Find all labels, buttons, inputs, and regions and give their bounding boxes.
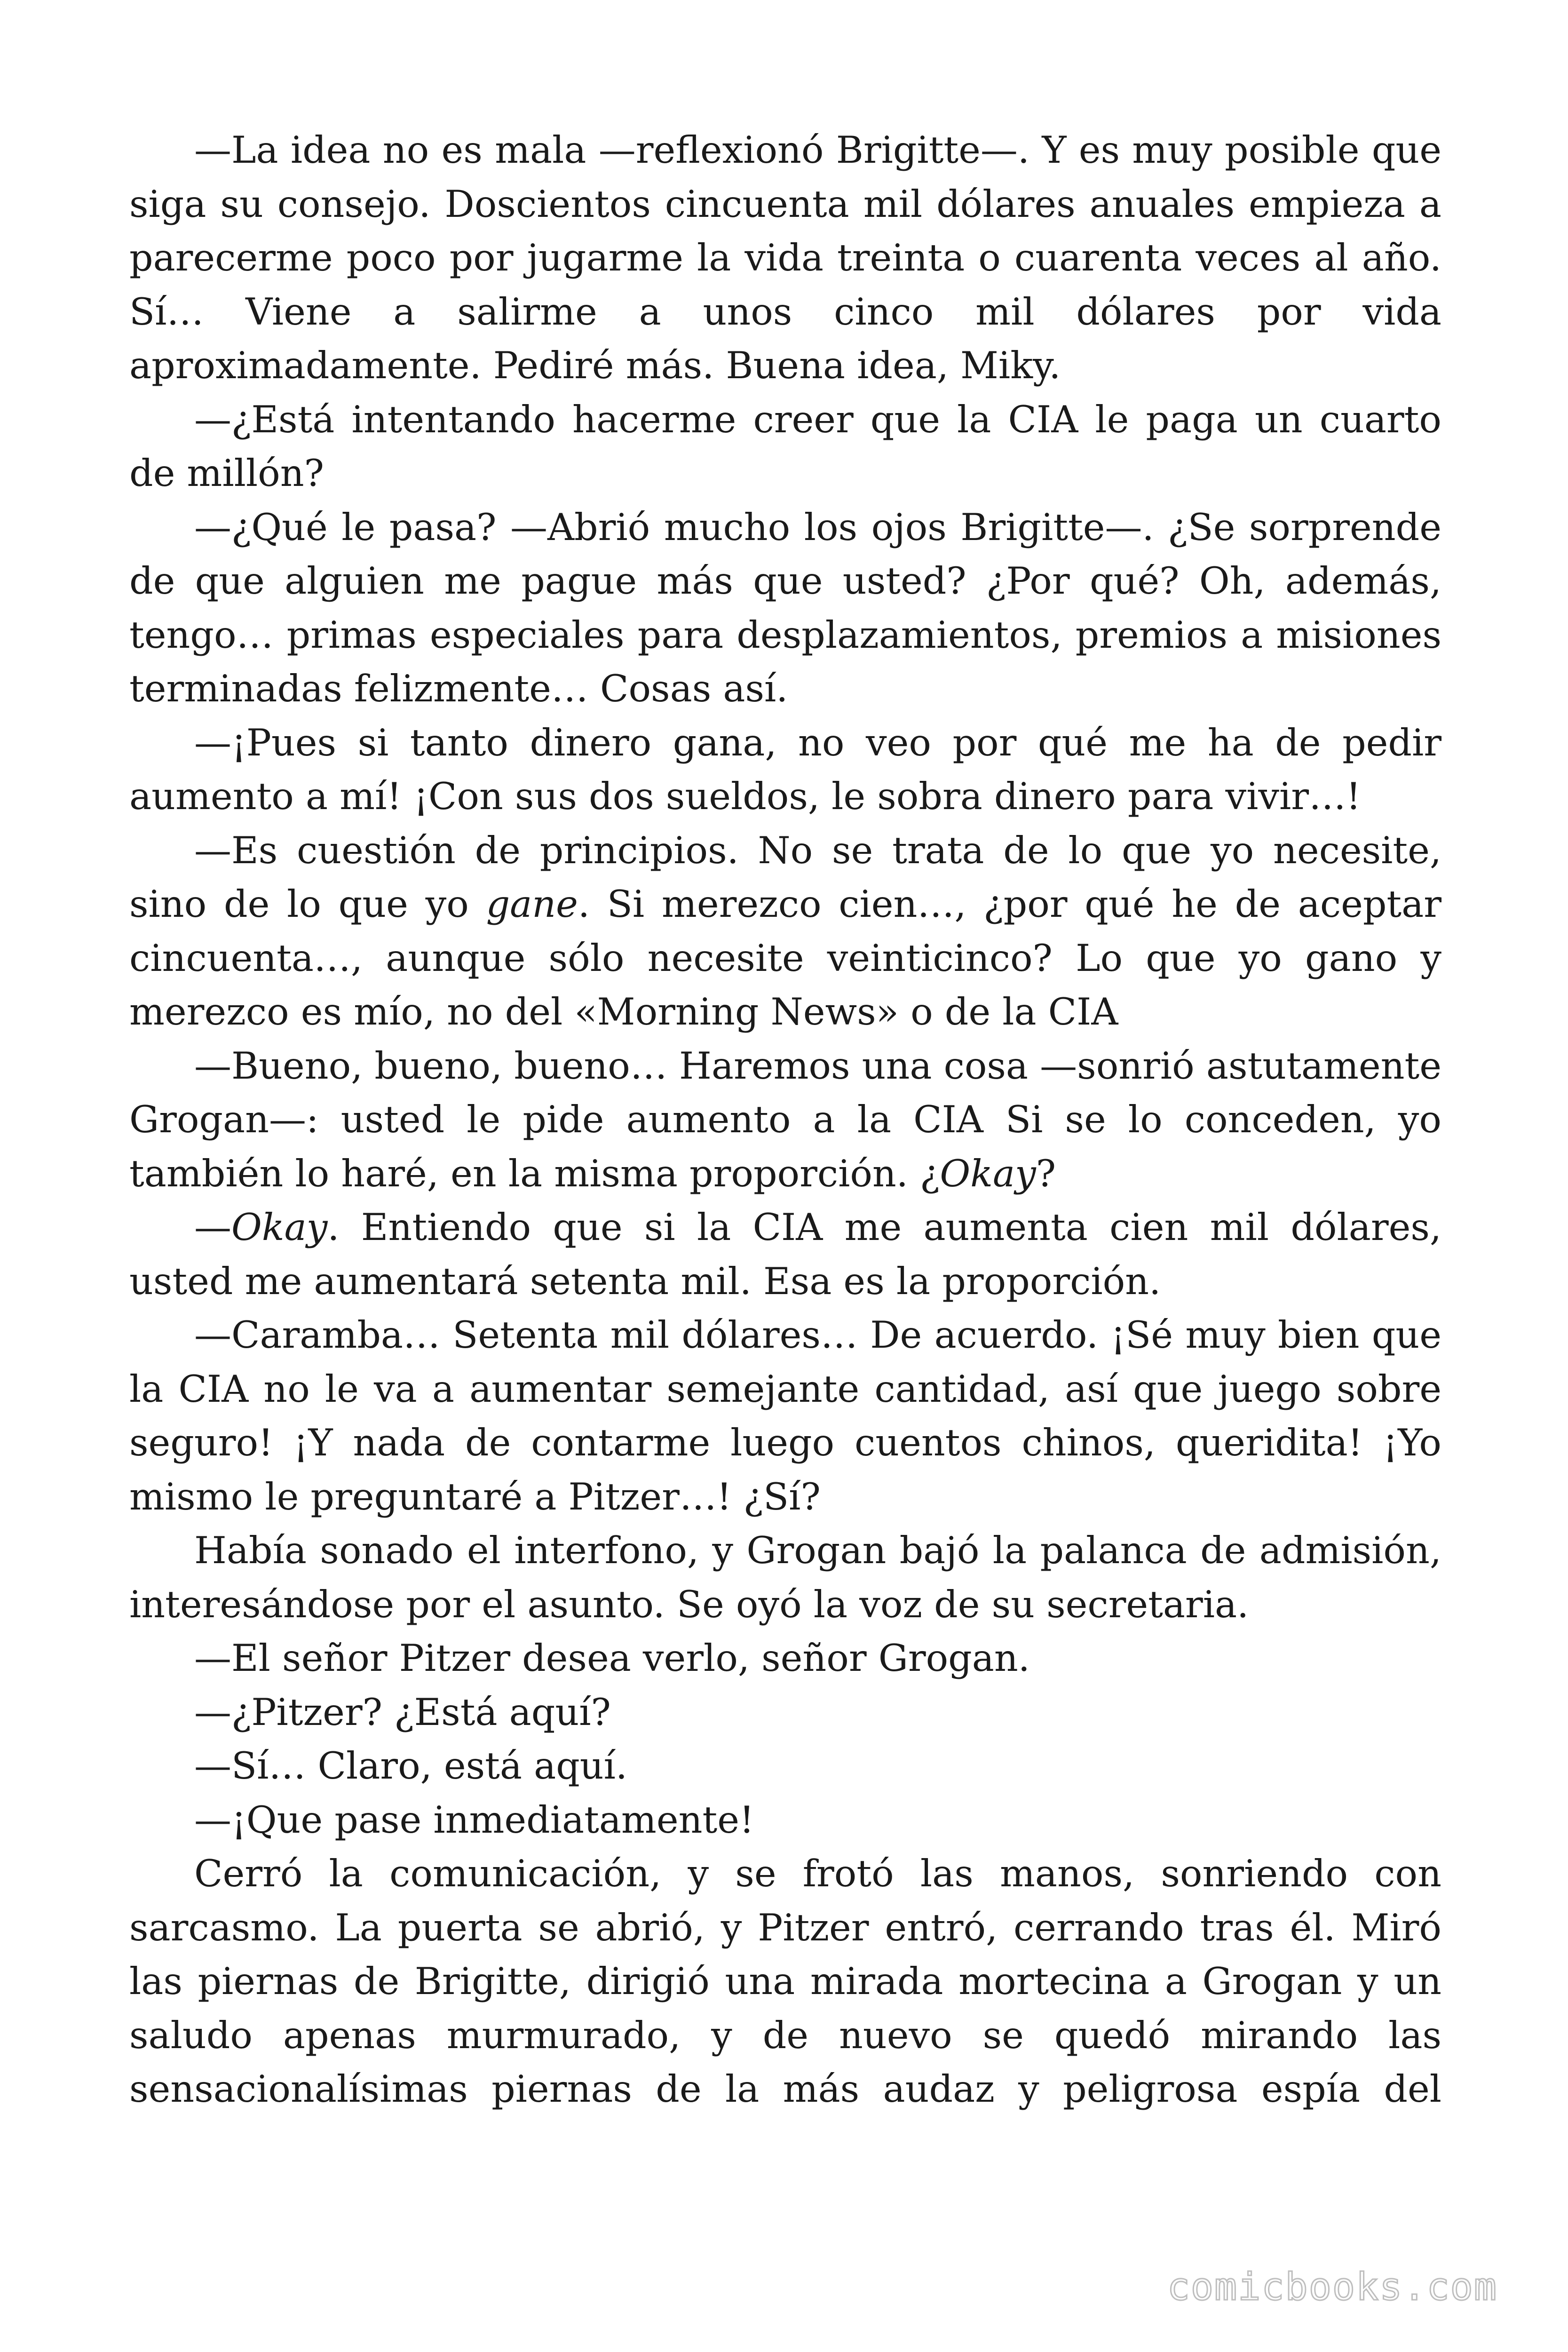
text-run: — (194, 1206, 231, 1249)
paragraph (129, 123, 1441, 393)
text-run: —La idea no es mala —reflexionó Brigitte—. Y es muy posible que siga su consejo. Doscientos cincuenta mil dólares anuales empieza a parecerme poco por jugarme la vida treinta o cuarenta veces al año. Sí… Viene a salirme a unos cinco mil dólares por vida aproximadamente. Pediré más. Buena idea, Miky. (129, 128, 1441, 387)
text-run: —Sí… Claro, está aquí. (194, 1744, 628, 1788)
italic-text: Okay (940, 1152, 1036, 1195)
text-run: —¡Pues si tanto dinero gana, no veo por qué me ha de pedir aumento a mí! ¡Con sus dos sueldos, le sobra dinero para vivir…! (129, 721, 1441, 818)
text-run: —Caramba… Setenta mil dólares… De acuerdo. ¡Sé muy bien que la CIA no le va a aumentar semejante cantidad, así que juego sobre seguro! ¡Y nada de contarme luego cuentos chinos, queridita! ¡Yo mismo le preguntaré a Pitzer…! ¿Sí? (129, 1313, 1441, 1518)
text-run: —¿Está intentando hacerme creer que la CIA le paga un cuarto de millón? (129, 397, 1441, 495)
paragraph (129, 1793, 1441, 1847)
text-run: ? (1036, 1152, 1056, 1195)
text-run: —¿Qué le pasa? —Abrió mucho los ojos Brigitte—. ¿Se sorprende de que alguien me pague más que usted? ¿Por qué? Oh, además, tengo… primas especiales para desplazamientos, premios a misiones terminadas felizmente… Cosas así. (129, 505, 1441, 710)
text-run: —¿Pitzer? ¿Está aquí? (194, 1690, 611, 1734)
paragraph (129, 501, 1441, 716)
paragraph (129, 1308, 1441, 1524)
watermark-text: comicbooks.com (1167, 2265, 1497, 2309)
paragraph (129, 1200, 1441, 1308)
paragraph (129, 393, 1441, 501)
paragraph (129, 1039, 1441, 1201)
italic-text: Okay (231, 1206, 328, 1249)
text-run: —¡Que pase inmediatamente! (194, 1798, 754, 1842)
paragraph (129, 716, 1441, 824)
text-run: —Es cuestión de principios. No se trata de lo que yo necesite, sino de lo que yo (129, 828, 1441, 926)
paragraph (129, 1524, 1441, 1631)
paragraph (129, 1847, 1441, 2116)
paragraph (129, 1685, 1441, 1740)
text-run: Había sonado el interfono, y Grogan bajó la palanca de admisión, interesándose por el asunto. Se oyó la voz de su secretaria. (129, 1529, 1441, 1626)
paragraph (129, 1739, 1441, 1793)
text-run: Cerró la comunicación, y se frotó las manos, sonriendo con sarcasmo. La puerta se abrió, y Pitzer entró, cerrando tras él. Miró las piernas de Brigitte, dirigió una mirada mortecina a Grogan y un saludo apenas murmurado, y de nuevo se quedó mirando las sensacionalísimas piernas de la más audaz y peligrosa espía del (129, 1852, 1441, 2111)
text-run: . Si merezco cien…, ¿por qué he de aceptar cincuenta…, aunque sólo necesite veinticinco? Lo que yo gano y merezco es mío, no del «Morning News» o de la CIA (129, 882, 1442, 1033)
italic-text: gane (486, 882, 578, 926)
text-run: —El señor Pitzer desea verlo, señor Grogan. (194, 1637, 1030, 1680)
paragraph (129, 1631, 1441, 1685)
book-page-text (129, 123, 1441, 2116)
text-run: —Bueno, bueno, bueno… Haremos una cosa —sonrió astutamente Grogan—: usted le pide aumento a la CIA Si se lo conceden, yo también lo haré, en la misma proporción. ¿ (129, 1044, 1441, 1195)
text-run: . Entiendo que si la CIA me aumenta cien mil dólares, usted me aumentará setenta mil. Esa es la proporción. (129, 1206, 1441, 1303)
paragraph (129, 824, 1441, 1039)
